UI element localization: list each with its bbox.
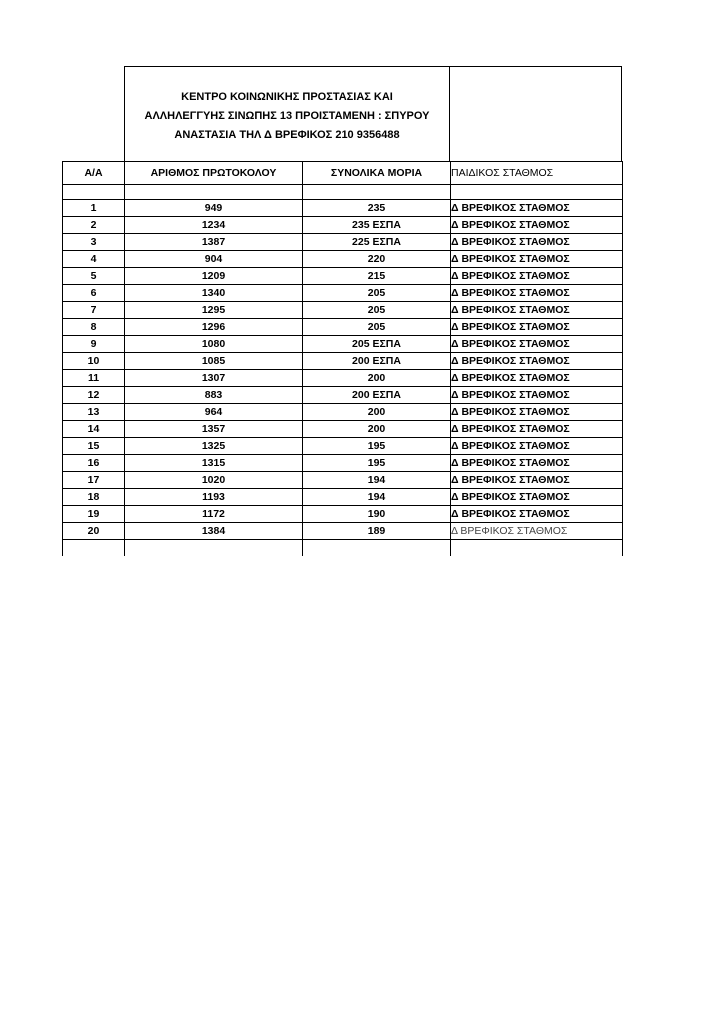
cell-aa: 4 <box>63 251 125 268</box>
table-row <box>63 268 623 285</box>
title-line: ΚΕΝΤΡΟ ΚΟΙΝΩΝΙΚΗΣ ΠΡΟΣΤΑΣΙΑΣ ΚΑΙ <box>181 90 393 103</box>
cell-total-points: 215 <box>303 268 451 285</box>
table-row <box>63 251 623 268</box>
blank-cell <box>63 185 125 200</box>
cell-aa: 20 <box>63 523 125 540</box>
blank-cell <box>303 540 451 557</box>
cell-aa: 13 <box>63 404 125 421</box>
table-row <box>63 387 623 404</box>
cell-aa: 19 <box>63 506 125 523</box>
cell-station: Δ ΒΡΕΦΙΚΟΣ ΣΤΑΘΜΟΣ <box>451 353 623 370</box>
table-row <box>63 523 623 540</box>
trailing-empty-row <box>63 540 623 557</box>
cell-total-points: 205 <box>303 285 451 302</box>
table-row <box>63 455 623 472</box>
cell-protocol-number: 1193 <box>125 489 303 506</box>
cell-total-points: 220 <box>303 251 451 268</box>
cell-total-points: 205 <box>303 302 451 319</box>
cell-aa: 15 <box>63 438 125 455</box>
table-row <box>63 489 623 506</box>
cell-protocol-number: 1315 <box>125 455 303 472</box>
cell-aa: 7 <box>63 302 125 319</box>
cell-protocol-number: 1307 <box>125 370 303 387</box>
blank-cell <box>125 540 303 557</box>
table-row <box>63 217 623 234</box>
cell-total-points: 200 <box>303 404 451 421</box>
header-protocol-number: ΑΡΙΘΜΟΣ ΠΡΩΤΟΚΟΛΟΥ <box>125 162 303 185</box>
table-row <box>63 353 623 370</box>
cell-protocol-number: 883 <box>125 387 303 404</box>
cell-aa: 11 <box>63 370 125 387</box>
header-total-points: ΣΥΝΟΛΙΚΑ ΜΟΡΙΑ <box>303 162 451 185</box>
table-row <box>63 319 623 336</box>
table-row <box>63 285 623 302</box>
cell-protocol-number: 1209 <box>125 268 303 285</box>
table-row <box>63 421 623 438</box>
cell-total-points: 195 <box>303 438 451 455</box>
cell-protocol-number: 1020 <box>125 472 303 489</box>
cell-station: Δ ΒΡΕΦΙΚΟΣ ΣΤΑΘΜΟΣ <box>451 234 623 251</box>
cell-total-points: 205 <box>303 319 451 336</box>
table-body <box>63 185 623 557</box>
cell-aa: 1 <box>63 200 125 217</box>
blank-cell <box>303 185 451 200</box>
table-header-row <box>63 162 623 185</box>
cell-total-points: 200 ΕΣΠΑ <box>303 387 451 404</box>
title-line: ΑΝΑΣΤΑΣΙΑ ΤΗΛ Δ ΒΡΕΦΙΚΟΣ 210 9356488 <box>174 128 400 141</box>
cell-aa: 18 <box>63 489 125 506</box>
cell-station: Δ ΒΡΕΦΙΚΟΣ ΣΤΑΘΜΟΣ <box>451 285 623 302</box>
cell-protocol-number: 1325 <box>125 438 303 455</box>
cell-total-points: 235 ΕΣΠΑ <box>303 217 451 234</box>
cell-protocol-number: 949 <box>125 200 303 217</box>
cell-total-points: 189 <box>303 523 451 540</box>
cell-protocol-number: 1080 <box>125 336 303 353</box>
header-station: ΠΑΙΔΙΚΟΣ ΣΤΑΘΜΟΣ <box>451 162 623 185</box>
cell-aa: 14 <box>63 421 125 438</box>
cell-total-points: 205 ΕΣΠΑ <box>303 336 451 353</box>
blank-cell <box>451 540 623 557</box>
cell-aa: 2 <box>63 217 125 234</box>
header-aa: Α/Α <box>63 162 125 185</box>
cell-station: Δ ΒΡΕΦΙΚΟΣ ΣΤΑΘΜΟΣ <box>451 421 623 438</box>
cell-total-points: 190 <box>303 506 451 523</box>
cell-station: Δ ΒΡΕΦΙΚΟΣ ΣΤΑΘΜΟΣ <box>451 455 623 472</box>
table-row <box>63 370 623 387</box>
cell-aa: 6 <box>63 285 125 302</box>
cell-aa: 10 <box>63 353 125 370</box>
ranking-table <box>62 161 623 556</box>
cell-station: Δ ΒΡΕΦΙΚΟΣ ΣΤΑΘΜΟΣ <box>451 302 623 319</box>
cell-total-points: 194 <box>303 472 451 489</box>
cell-station: Δ ΒΡΕΦΙΚΟΣ ΣΤΑΘΜΟΣ <box>451 200 623 217</box>
title-empty-cell <box>450 66 622 161</box>
table-row <box>63 404 623 421</box>
cell-aa: 9 <box>63 336 125 353</box>
cell-total-points: 225 ΕΣΠΑ <box>303 234 451 251</box>
cell-station: Δ ΒΡΕΦΙΚΟΣ ΣΤΑΘΜΟΣ <box>451 472 623 489</box>
cell-station: Δ ΒΡΕΦΙΚΟΣ ΣΤΑΘΜΟΣ <box>451 336 623 353</box>
cell-protocol-number: 1296 <box>125 319 303 336</box>
cell-protocol-number: 904 <box>125 251 303 268</box>
table-row <box>63 336 623 353</box>
blank-cell <box>63 540 125 557</box>
document-title-block <box>124 66 450 161</box>
table-row <box>63 472 623 489</box>
cell-protocol-number: 1172 <box>125 506 303 523</box>
cell-station: Δ ΒΡΕΦΙΚΟΣ ΣΤΑΘΜΟΣ <box>451 319 623 336</box>
table-row <box>63 506 623 523</box>
cell-aa: 17 <box>63 472 125 489</box>
cell-protocol-number: 1387 <box>125 234 303 251</box>
cell-aa: 5 <box>63 268 125 285</box>
cell-total-points: 200 <box>303 421 451 438</box>
cell-aa: 8 <box>63 319 125 336</box>
cell-protocol-number: 1357 <box>125 421 303 438</box>
cell-protocol-number: 1085 <box>125 353 303 370</box>
cell-total-points: 200 <box>303 370 451 387</box>
cell-station: Δ ΒΡΕΦΙΚΟΣ ΣΤΑΘΜΟΣ <box>451 387 623 404</box>
cell-protocol-number: 1340 <box>125 285 303 302</box>
cell-station: Δ ΒΡΕΦΙΚΟΣ ΣΤΑΘΜΟΣ <box>451 489 623 506</box>
cell-total-points: 235 <box>303 200 451 217</box>
cell-station: Δ ΒΡΕΦΙΚΟΣ ΣΤΑΘΜΟΣ <box>451 268 623 285</box>
table-row <box>63 302 623 319</box>
cell-station: Δ ΒΡΕΦΙΚΟΣ ΣΤΑΘΜΟΣ <box>451 438 623 455</box>
cell-aa: 16 <box>63 455 125 472</box>
table-row <box>63 438 623 455</box>
cell-station: Δ ΒΡΕΦΙΚΟΣ ΣΤΑΘΜΟΣ <box>451 404 623 421</box>
cell-protocol-number: 964 <box>125 404 303 421</box>
blank-cell <box>125 185 303 200</box>
cell-station: Δ ΒΡΕΦΙΚΟΣ ΣΤΑΘΜΟΣ <box>451 251 623 268</box>
table-row <box>63 234 623 251</box>
cell-station: Δ ΒΡΕΦΙΚΟΣ ΣΤΑΘΜΟΣ <box>451 370 623 387</box>
cell-total-points: 194 <box>303 489 451 506</box>
table-row <box>63 200 623 217</box>
blank-row <box>63 185 623 200</box>
cell-station: Δ ΒΡΕΦΙΚΟΣ ΣΤΑΘΜΟΣ <box>451 217 623 234</box>
blank-cell <box>451 185 623 200</box>
cell-station: Δ ΒΡΕΦΙΚΟΣ ΣΤΑΘΜΟΣ <box>451 523 623 540</box>
cell-aa: 12 <box>63 387 125 404</box>
cell-aa: 3 <box>63 234 125 251</box>
cell-protocol-number: 1234 <box>125 217 303 234</box>
cell-station: Δ ΒΡΕΦΙΚΟΣ ΣΤΑΘΜΟΣ <box>451 506 623 523</box>
cell-protocol-number: 1295 <box>125 302 303 319</box>
cell-total-points: 195 <box>303 455 451 472</box>
document-title <box>145 84 430 145</box>
cell-protocol-number: 1384 <box>125 523 303 540</box>
cell-total-points: 200 ΕΣΠΑ <box>303 353 451 370</box>
title-line: ΑΛΛΗΛΕΓΓΥΗΣ ΣΙΝΩΠΗΣ 13 ΠΡΟΙΣΤΑΜΕΝΗ : ΣΠΥΡΟΥ <box>144 109 430 122</box>
